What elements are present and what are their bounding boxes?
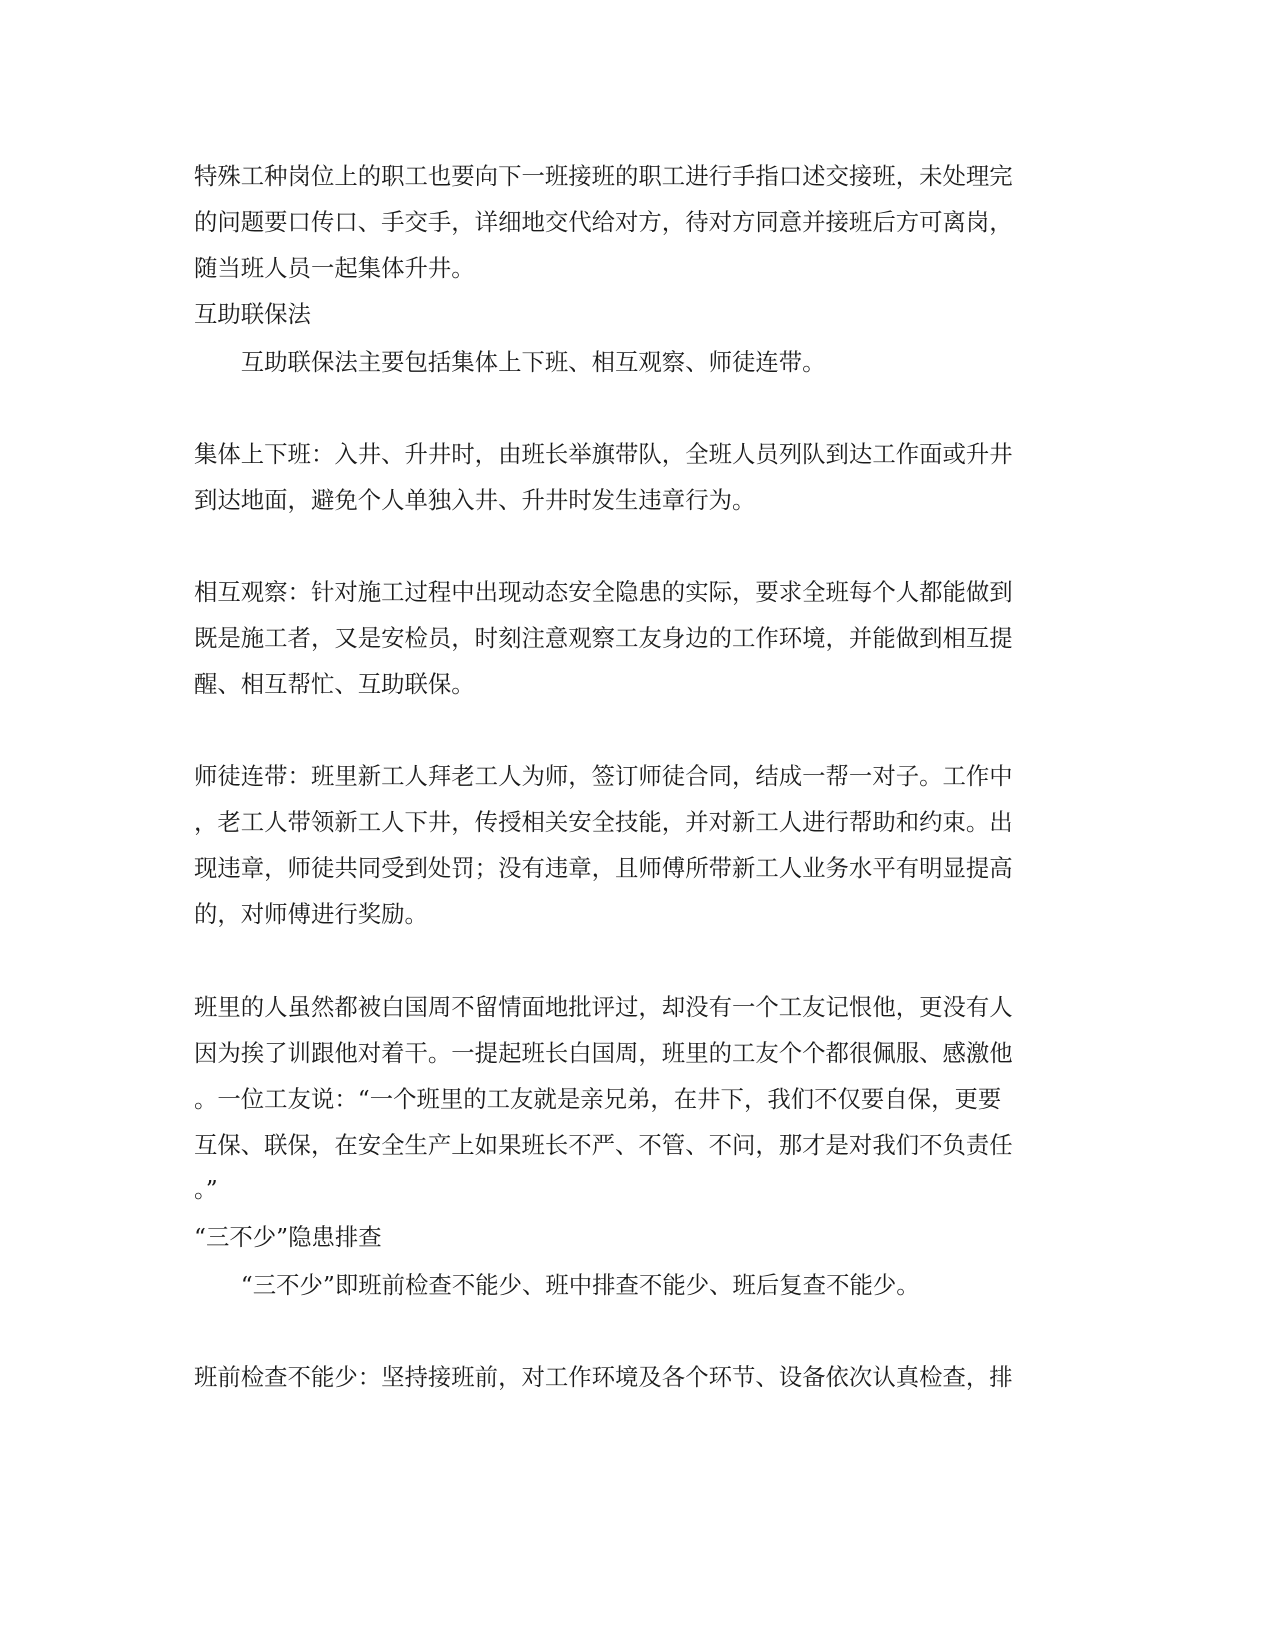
paragraph-line: 师徒连带：班里新工人拜老工人为师，签订师徒合同，结成一帮一对子。工作中 [194, 762, 1013, 790]
paragraph-line: 因为挨了训跟他对着干。一提起班长白国周，班里的工友个个都很佩服、感激他 [194, 1039, 1013, 1067]
paragraph-line: 到达地面，避免个人单独入井、升井时发生违章行为。 [194, 486, 756, 514]
paragraph-line: 班里的人虽然都被白国周不留情面地批评过，却没有一个工友记恨他，更没有人 [194, 993, 1013, 1021]
paragraph-line: 既是施工者，又是安检员，时刻注意观察工友身边的工作环境，并能做到相互提 [194, 624, 1013, 652]
section-heading: 互助联保法 [194, 300, 311, 328]
paragraph-line: 现违章，师徒共同受到处罚；没有违章，且师傅所带新工人业务水平有明显提高 [194, 854, 1013, 882]
paragraph-line: 的问题要口传口、手交手，详细地交代给对方，待对方同意并接班后方可离岗， [194, 208, 1013, 236]
paragraph-line: 集体上下班：入井、升井时，由班长举旗带队，全班人员列队到达工作面或升井 [194, 440, 1013, 468]
paragraph-line: 。一位工友说：“一个班里的工友就是亲兄弟，在井下，我们不仅要自保，更要 [194, 1085, 1002, 1113]
section-heading: “三不少”隐患排查 [194, 1223, 382, 1251]
paragraph-line: 。” [194, 1175, 218, 1203]
paragraph-line: 随当班人员一起集体升井。 [194, 254, 475, 282]
paragraph-line: 互助联保法主要包括集体上下班、相互观察、师徒连带。 [194, 348, 826, 376]
paragraph-line: 相互观察：针对施工过程中出现动态安全隐患的实际，要求全班每个人都能做到 [194, 578, 1013, 606]
paragraph-line: 醒、相互帮忙、互助联保。 [194, 670, 475, 698]
paragraph-line: 班前检查不能少：坚持接班前，对工作环境及各个环节、设备依次认真检查，排 [194, 1363, 1013, 1391]
paragraph-line: 互保、联保，在安全生产上如果班长不严、不管、不问，那才是对我们不负责任 [194, 1131, 1013, 1159]
paragraph-line: 特殊工种岗位上的职工也要向下一班接班的职工进行手指口述交接班，未处理完 [194, 162, 1013, 190]
paragraph-line: ，老工人带领新工人下井，传授相关安全技能，并对新工人进行帮助和约束。出 [194, 808, 1013, 836]
paragraph-line: “三不少”即班前检查不能少、班中排查不能少、班后复查不能少。 [194, 1271, 920, 1299]
paragraph-line: 的，对师傅进行奖励。 [194, 900, 428, 928]
